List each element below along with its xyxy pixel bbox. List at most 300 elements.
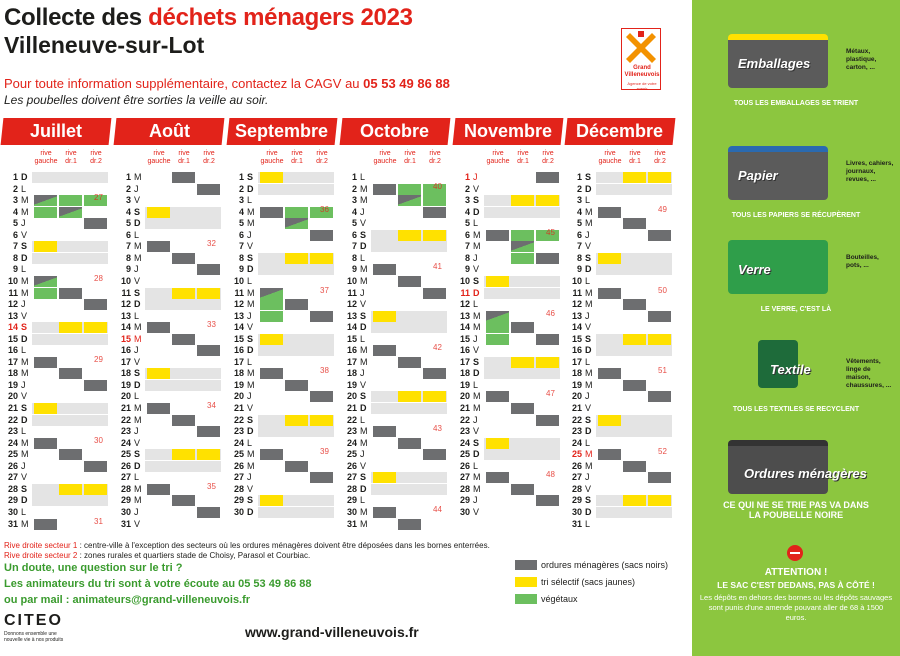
- day-row: [341, 241, 449, 252]
- day-letter: M: [21, 206, 29, 217]
- day-letter: D: [360, 241, 367, 252]
- collection-cell: [648, 495, 671, 506]
- collection-cell: [285, 207, 308, 218]
- day-number: 4: [238, 206, 244, 217]
- day-number: 26: [233, 460, 244, 471]
- day-row: [115, 172, 223, 183]
- collection-cell: [260, 299, 283, 310]
- column-label: rive dr.2: [429, 150, 441, 165]
- day-row: [341, 195, 449, 206]
- week-number: 35: [207, 481, 216, 491]
- collection-cell: [511, 195, 534, 206]
- day-letter: S: [247, 172, 254, 182]
- day-letter: S: [360, 310, 367, 321]
- day-row: [454, 449, 562, 460]
- website-link[interactable]: www.grand-villeneuvois.fr: [245, 624, 419, 640]
- day-letter: S: [134, 449, 141, 460]
- weekend-band: [258, 507, 334, 518]
- legend-swatch: [515, 560, 537, 570]
- day-row: [2, 241, 110, 252]
- day-number: 1: [576, 172, 582, 182]
- day-number: 23: [233, 426, 244, 437]
- collection-cell: [648, 472, 671, 483]
- day-number: 21: [571, 403, 582, 413]
- day-letter: J: [134, 183, 139, 194]
- day-number: 16: [346, 345, 357, 356]
- collection-cell: [623, 172, 646, 183]
- day-letter: V: [21, 229, 28, 240]
- logo-tagline: Agence de votre avenir: [627, 81, 657, 91]
- day-rows: [2, 172, 110, 530]
- day-row: [2, 461, 110, 472]
- legend-label: ordures ménagères (sacs noirs): [541, 560, 669, 570]
- day-number: 9: [125, 264, 131, 275]
- day-letter: M: [585, 218, 593, 229]
- day-row: [341, 403, 449, 414]
- day-letter: M: [360, 437, 368, 448]
- day-row: [115, 276, 223, 287]
- day-letter: M: [473, 241, 481, 252]
- day-rows: [454, 172, 562, 519]
- day-letter: V: [360, 379, 367, 390]
- day-row: [2, 322, 110, 333]
- day-letter: J: [247, 229, 252, 240]
- day-number: 19: [233, 379, 244, 390]
- day-number: 14: [346, 322, 357, 333]
- day-letter: S: [473, 275, 480, 286]
- collection-cell: [511, 241, 534, 252]
- column-labels: [566, 150, 674, 172]
- day-number: 22: [7, 414, 18, 425]
- collection-cell: [84, 380, 107, 391]
- collection-cell: [34, 357, 57, 368]
- day-letter: S: [585, 333, 592, 344]
- weekend-band: [258, 345, 334, 356]
- column-label: rive dr.1: [178, 150, 190, 165]
- collection-cell: [486, 311, 509, 322]
- week-number: 30: [94, 435, 103, 445]
- day-row: [2, 484, 110, 495]
- day-letter: V: [21, 391, 28, 402]
- day-number: 20: [233, 391, 244, 402]
- day-number: 5: [12, 218, 18, 229]
- day-number: 17: [571, 356, 582, 367]
- column-labels: [2, 150, 110, 172]
- day-row: [454, 334, 562, 345]
- collection-cell: [310, 253, 333, 264]
- day-letter: M: [473, 483, 481, 494]
- day-number: 15: [233, 333, 244, 344]
- day-letter: J: [360, 449, 365, 460]
- warning-box: [692, 540, 900, 623]
- day-letter: D: [134, 460, 141, 471]
- day-number: 16: [120, 345, 131, 356]
- day-letter: S: [473, 356, 480, 367]
- day-letter: M: [585, 299, 593, 310]
- collection-cell: [172, 288, 195, 299]
- day-number: 21: [120, 403, 131, 413]
- sector1-note: Rive droite secteur 1 : centre-ville à l'exception des secteurs où les ordures ménagères doivent être déposées dans les bornes enterrées.: [4, 541, 490, 550]
- day-letter: L: [21, 183, 27, 194]
- day-letter: L: [585, 275, 591, 286]
- day-letter: V: [247, 241, 254, 252]
- day-number: 15: [459, 333, 470, 344]
- sorting-caption: TOUS LES PAPIERS SE RÉCUPÈRENT: [731, 212, 861, 219]
- day-row: [566, 415, 674, 426]
- week-number: 40: [433, 181, 442, 191]
- day-letter: M: [360, 518, 368, 529]
- day-letter: L: [473, 460, 479, 471]
- day-number: 14: [571, 322, 582, 333]
- column-label: rive dr.2: [203, 150, 215, 165]
- day-letter: M: [585, 379, 593, 390]
- day-letter: V: [473, 183, 480, 194]
- collection-cell: [511, 322, 534, 333]
- day-number: 14: [120, 322, 131, 333]
- day-row: [341, 288, 449, 299]
- day-number: 10: [571, 275, 582, 286]
- day-number: 4: [12, 206, 18, 217]
- collection-cell: [147, 207, 170, 218]
- day-number: 26: [120, 460, 131, 471]
- column-labels: [341, 150, 449, 172]
- day-row: [454, 184, 562, 195]
- day-letter: J: [247, 391, 252, 402]
- collection-cell: [598, 288, 621, 299]
- day-row: [2, 472, 110, 483]
- sorting-details: Livres, cahiers, journaux, revues, ...: [846, 160, 894, 183]
- day-letter: M: [360, 356, 368, 367]
- month-header: [340, 118, 451, 145]
- column-label: rive dr.1: [65, 150, 77, 165]
- day-row: [2, 172, 110, 183]
- collection-cell: [511, 253, 534, 264]
- day-letter: M: [360, 195, 368, 206]
- day-row: [341, 461, 449, 472]
- day-row: [454, 253, 562, 264]
- day-number: 1: [464, 172, 470, 182]
- day-letter: M: [134, 483, 142, 494]
- day-row: [454, 241, 562, 252]
- collection-cell: [147, 484, 170, 495]
- week-number: 49: [658, 204, 667, 214]
- day-number: 22: [459, 414, 470, 425]
- day-letter: M: [473, 391, 481, 402]
- day-number: 23: [459, 426, 470, 437]
- collection-cell: [648, 311, 671, 322]
- day-number: 29: [346, 495, 357, 506]
- day-letter: D: [585, 264, 592, 275]
- day-letter: D: [473, 368, 480, 379]
- collection-cell: [511, 230, 534, 241]
- week-number: 52: [658, 447, 667, 457]
- day-number: 15: [571, 333, 582, 344]
- day-row: [2, 218, 110, 229]
- collection-cell: [34, 438, 57, 449]
- day-letter: L: [585, 356, 591, 367]
- collection-cell: [486, 322, 509, 333]
- weekend-band: [596, 507, 672, 518]
- column-labels: [115, 150, 223, 172]
- month-name: Novembre: [463, 121, 553, 141]
- collection-cell: [536, 172, 559, 183]
- collection-cell: [486, 472, 509, 483]
- day-letter: J: [247, 472, 252, 483]
- day-letter: M: [21, 449, 29, 460]
- day-row: [115, 184, 223, 195]
- day-letter: J: [21, 379, 26, 390]
- day-letter: M: [473, 322, 481, 333]
- day-row: [454, 507, 562, 518]
- day-row: [566, 345, 674, 356]
- day-number: 30: [346, 506, 357, 517]
- day-letter: J: [21, 299, 26, 310]
- day-row: [228, 426, 336, 437]
- day-letter: M: [473, 403, 481, 413]
- day-letter: J: [360, 368, 365, 379]
- sorting-caption: TOUS LES EMBALLAGES SE TRIENT: [733, 100, 859, 107]
- day-number: 22: [120, 414, 131, 425]
- day-number: 25: [120, 449, 131, 460]
- day-number: 19: [7, 379, 18, 390]
- day-number: 14: [459, 322, 470, 333]
- day-letter: J: [134, 345, 139, 356]
- collection-cell: [147, 403, 170, 414]
- day-letter: L: [360, 172, 366, 182]
- day-letter: M: [134, 403, 142, 413]
- day-number: 23: [120, 426, 131, 437]
- day-letter: L: [247, 195, 253, 206]
- day-row: [228, 461, 336, 472]
- day-letter: D: [247, 345, 254, 356]
- week-number: 44: [433, 504, 442, 514]
- day-number: 11: [347, 287, 357, 298]
- day-row: [566, 472, 674, 483]
- collection-cell: [197, 449, 220, 460]
- day-row: [2, 368, 110, 379]
- day-number: 30: [459, 506, 470, 517]
- week-number: 47: [546, 389, 555, 399]
- day-letter: V: [134, 437, 141, 448]
- day-letter: J: [585, 229, 590, 240]
- weekend-band: [484, 368, 560, 379]
- day-number: 7: [238, 241, 244, 252]
- weekend-band: [32, 172, 108, 183]
- collection-cell: [197, 426, 220, 437]
- day-row: [454, 288, 562, 299]
- day-rows: [115, 172, 223, 530]
- day-letter: M: [21, 275, 29, 286]
- week-number: 34: [207, 401, 216, 410]
- day-letter: J: [134, 506, 139, 517]
- day-row: [115, 218, 223, 229]
- day-row: [115, 415, 223, 426]
- day-row: [454, 415, 562, 426]
- day-number: 17: [7, 356, 18, 367]
- week-number: 29: [94, 354, 103, 364]
- column-label: rive dr.1: [291, 150, 303, 165]
- day-letter: J: [21, 460, 26, 471]
- week-number: 39: [320, 447, 329, 457]
- collection-cell: [423, 288, 446, 299]
- sorting-label: Verre: [738, 262, 771, 277]
- day-number: 3: [125, 195, 131, 206]
- day-letter: M: [247, 449, 255, 460]
- day-row: [566, 184, 674, 195]
- week-number: 28: [94, 273, 103, 283]
- day-letter: S: [247, 495, 254, 506]
- day-number: 22: [346, 414, 357, 425]
- week-number: 38: [320, 366, 329, 376]
- mail-line[interactable]: ou par mail : animateurs@grand-villeneuvois.fr: [4, 594, 251, 606]
- day-row: [2, 391, 110, 402]
- collection-cell: [285, 299, 308, 310]
- week-number: 41: [433, 262, 442, 272]
- collection-cell: [84, 322, 107, 333]
- day-letter: M: [585, 368, 593, 379]
- column-label: rive gauche: [147, 150, 171, 165]
- day-letter: D: [585, 345, 592, 356]
- collection-cell: [536, 195, 559, 206]
- collection-cell: [486, 334, 509, 345]
- collection-cell: [310, 391, 333, 402]
- day-letter: L: [134, 391, 140, 402]
- day-row: [115, 495, 223, 506]
- weekend-band: [32, 334, 108, 345]
- day-number: 3: [238, 195, 244, 206]
- column-label: rive dr.2: [316, 150, 328, 165]
- day-letter: L: [247, 437, 253, 448]
- day-letter: J: [360, 206, 365, 217]
- collection-cell: [623, 495, 646, 506]
- day-number: 5: [351, 218, 357, 229]
- day-number: 24: [120, 437, 131, 448]
- day-number: 2: [125, 183, 131, 194]
- weekend-band: [371, 403, 447, 414]
- weekend-band: [371, 484, 447, 495]
- day-number: 11: [460, 287, 470, 298]
- weekend-band: [596, 345, 672, 356]
- sorting-item: [698, 20, 894, 110]
- day-number: 8: [576, 252, 582, 263]
- sorting-label: Papier: [738, 168, 778, 183]
- day-row: [115, 334, 223, 345]
- day-row: [566, 495, 674, 506]
- day-letter: V: [134, 275, 141, 286]
- day-letter: M: [473, 472, 481, 483]
- week-number: 33: [207, 320, 216, 330]
- day-letter: V: [247, 483, 254, 494]
- collection-cell: [373, 311, 396, 322]
- day-row: [228, 322, 336, 333]
- day-number: 30: [571, 506, 582, 517]
- day-row: [566, 230, 674, 241]
- collection-cell: [598, 415, 621, 426]
- day-row: [341, 519, 449, 530]
- month-3: [341, 118, 449, 530]
- day-letter: J: [473, 333, 478, 344]
- day-row: [454, 207, 562, 218]
- day-rows: [566, 172, 674, 530]
- collection-cell: [511, 403, 534, 414]
- day-letter: L: [360, 252, 366, 263]
- day-letter: S: [585, 252, 592, 263]
- day-letter: M: [134, 252, 142, 263]
- day-letter: D: [585, 183, 592, 194]
- day-letter: L: [473, 299, 479, 310]
- day-row: [2, 380, 110, 391]
- day-row: [115, 507, 223, 518]
- day-number: 19: [346, 379, 357, 390]
- animateurs-line: Les animateurs du tri sont à votre écoute au 05 53 49 86 88: [4, 578, 312, 590]
- collection-cell: [486, 276, 509, 287]
- collection-cell: [486, 438, 509, 449]
- sorting-details: Métaux, plastique, carton, ...: [846, 48, 877, 71]
- weekend-band: [145, 299, 221, 310]
- day-letter: V: [585, 322, 592, 333]
- sorting-label: Ordures ménagères: [744, 466, 867, 481]
- day-number: 29: [7, 495, 18, 506]
- day-number: 15: [346, 333, 357, 344]
- day-number: 12: [459, 299, 470, 310]
- day-row: [228, 507, 336, 518]
- day-letter: D: [134, 379, 141, 390]
- collection-cell: [486, 391, 509, 402]
- column-label: rive dr.2: [542, 150, 554, 165]
- day-number: 3: [351, 195, 357, 206]
- day-letter: L: [21, 345, 27, 356]
- day-row: [228, 472, 336, 483]
- logo-line1: Grand: [633, 65, 651, 71]
- day-number: 22: [571, 414, 582, 425]
- day-letter: D: [247, 183, 254, 194]
- collection-cell: [648, 334, 671, 345]
- collection-cell: [623, 299, 646, 310]
- sorting-item: [698, 326, 894, 416]
- collection-cell: [423, 449, 446, 460]
- week-number: 31: [94, 516, 103, 526]
- day-number: 25: [233, 449, 244, 460]
- day-row: [115, 195, 223, 206]
- day-number: 24: [346, 437, 357, 448]
- day-letter: S: [247, 414, 254, 425]
- day-number: 1: [125, 172, 131, 182]
- collection-cell: [172, 415, 195, 426]
- day-letter: M: [360, 426, 368, 437]
- day-number: 12: [346, 299, 357, 310]
- collection-cell: [373, 184, 396, 195]
- collection-cell: [398, 357, 421, 368]
- day-number: 16: [233, 345, 244, 356]
- day-letter: D: [21, 495, 28, 506]
- warning-body: Les dépôts en dehors des bornes ou les dépôts sauvages sont punis d'une amende pouvant aller de 68 à 1500 euros.: [699, 593, 893, 622]
- day-row: [341, 438, 449, 449]
- day-letter: D: [247, 426, 254, 437]
- day-letter: M: [360, 264, 368, 275]
- collection-cell: [398, 195, 421, 206]
- day-row: [566, 264, 674, 275]
- column-label: rive dr.1: [629, 150, 641, 165]
- day-letter: D: [21, 333, 28, 344]
- day-row: [2, 299, 110, 310]
- month-header: [565, 118, 676, 145]
- collection-cell: [34, 241, 57, 252]
- month-1: [115, 118, 223, 530]
- collection-cell: [285, 218, 308, 229]
- collection-cell: [648, 391, 671, 402]
- day-row: [115, 461, 223, 472]
- sorting-caption: LE VERRE, C'EST LÀ: [760, 306, 832, 313]
